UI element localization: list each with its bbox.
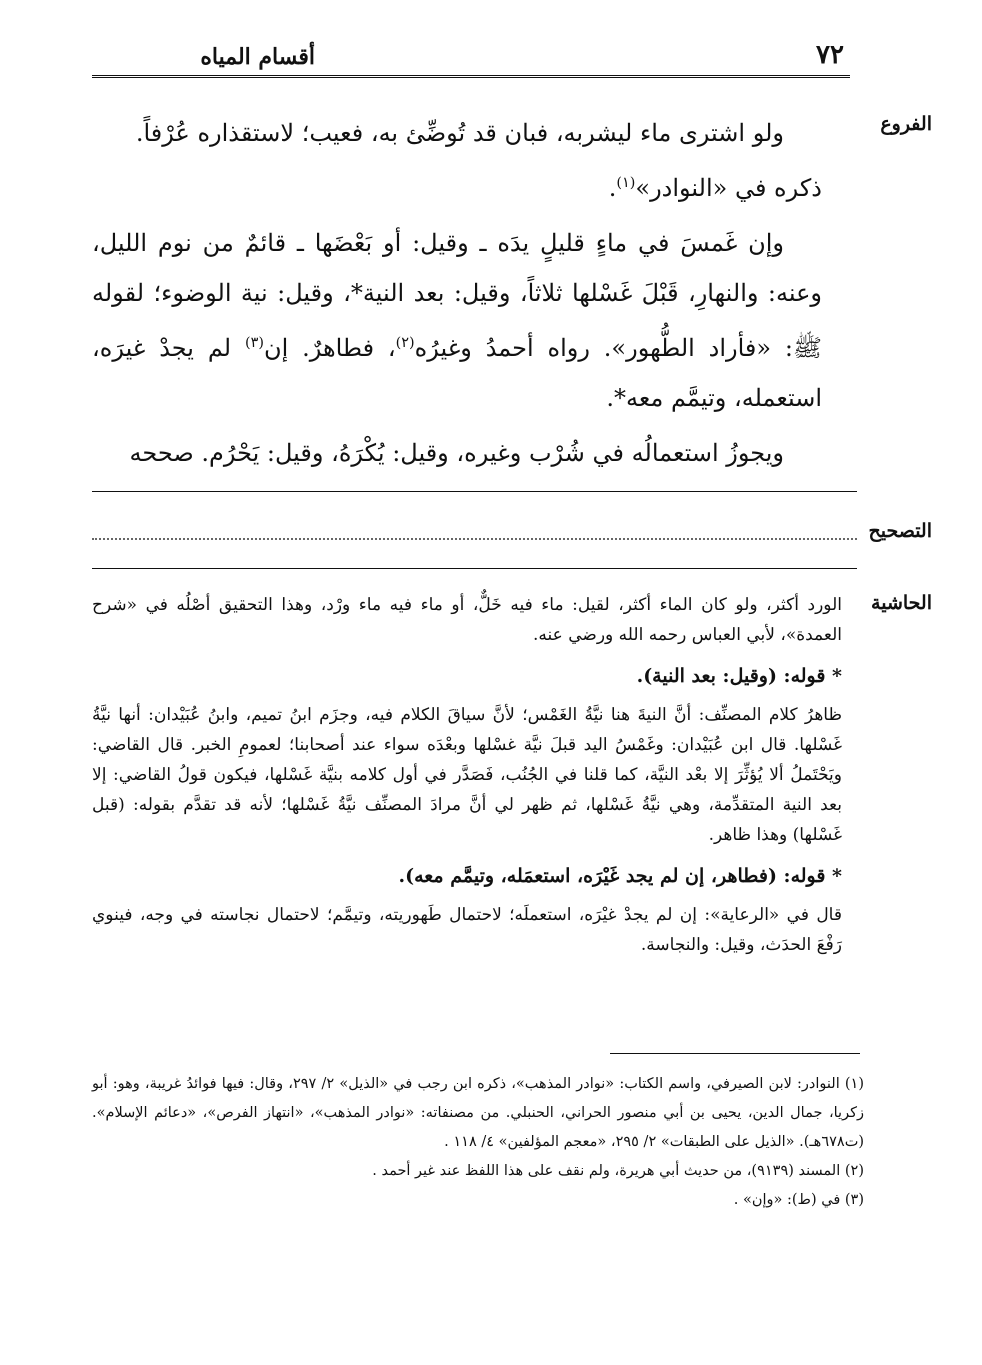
- hashiya-qawl-1: * قوله: (وقيل: بعد النية).: [636, 665, 842, 687]
- main-p1-line2: ذكره في «النوادر»: [635, 174, 822, 202]
- hashiya-intro: الورد أكثر، ولو كان الماء أكثر، لقيل: ماء فيه خَلٌّ، أو ماء فيه ماء ورْد، وهذا التحقيق أصْلُه في «شرح العمدة»، لأبي العباس رحمه الله ورضي عنه.: [92, 595, 842, 645]
- hashiya-paragraph-2: قال في «الرعاية»: إن لم يجدْ غيْرَه، استعملَه؛ لاحتمال طَهوريته، وتيمَّم؛ لاحتمال نجاسته في وجه، فينوي رَفْعَ الحدَث، وقيل: والنجاسة.: [92, 905, 842, 955]
- footnote-3: (٣) في (ط): «وإن» .: [733, 1192, 864, 1208]
- footnote-ref-3: (٣): [244, 335, 264, 351]
- footnote-1: (١) النوادر: لابن الصيرفي، واسم الكتاب: «نوادر المذهب»، ذكره ابن رجب في «الذيل» ٢/ ٢٩٧، وقال: فيها فوائدُ غريبة، وهو: أبو زكريا، جمال الدين، يحيى بن أبي منصور الحراني، الحنبلي. من مصنفاته: «نوادر المذهب»، «انتهاز الفرص»، «دعائم الإسلام». (ت٦٧٨هـ). «الذيل على الطبقات» ٢/ ٢٩٥، «معجم المؤلفين» ٤/ ١١٨ .: [92, 1076, 865, 1150]
- label-tashih: التصحيح: [868, 520, 932, 542]
- main-p2-a: وإن غَمسَ في ماءٍ قليلٍ يدَه ـ وقيل: أو بَعْضَها ـ قائمٌ من نوم الليل، وعنه: والنهارِ، قَبْلَ غَسْلها ثلاثاً، وقيل: بعد النية*، وقيل: نية الوضوء؛ لقوله ﷺ: «فأراد الطُّهور». رواه أحمدُ وغيرُه: [92, 229, 823, 362]
- main-p1-end: .: [608, 174, 617, 202]
- separator-top: [92, 491, 857, 492]
- main-paragraph-3: ويجوزُ استعمالُه في شُرْب وغيره، وقيل: يُكْرَهُ، وقيل: يَحْرُم. صححه: [129, 439, 784, 467]
- main-p1-line1: ولو اشترى ماء ليشربه، فبان قد تُوضِّئ به، فعيب؛ لاستقذاره عُرْفاً.: [135, 119, 784, 147]
- footnote-ref-2: (٢): [395, 335, 415, 351]
- main-text: [92, 108, 822, 478]
- main-p2-c: لم يجدْ غيرَه، استعمله، وتيمَّم معه*.: [92, 334, 822, 412]
- hashiya-paragraph-1: ظاهرُ كلام المصنِّف: أنَّ النيةَ هنا نيَّةُ الغَمْس؛ لأنَّ سياقَ الكلام فيه، وجزَم ابنُ تميم، وابنُ عُبَيْدان: أنها نيَّةُ غَسْلها. قال ابن عُبَيْدان: وغَمْسُ اليد قبلَ نيَّة غسْلها وبعْدَه سواء عند أصحابنا؛ لعمومِ الخبر. قال القاضي: ويَحْتَملُ ألا يُؤثِّرَ إلا بعْد النيَّة، كما قلنا في الجُنُب، فَصَدَّر في أول كلامه بنيَّة غَسْلها، فيكون قولُ القاضي: إلا بعد النية المتقدِّمة، وهي نيَّةُ غَسْلها، ثم ظهر لي أنَّ مرادَ المصنِّف نيَّةُ غَسْلها؛ لأنه قد تقدَّم بقوله: (قبل غَسْلها) وهذا ظاهر.: [92, 705, 842, 845]
- footnote-2: (٢) المسند (٩١٣٩)، من حديث أبي هريرة، ولم نقف على هذا اللفظ عند غير أحمد .: [372, 1163, 864, 1179]
- footnote-rule: [610, 1053, 860, 1054]
- footnote-ref-1: (١): [616, 175, 636, 191]
- page-number: ٧٢: [816, 40, 844, 70]
- footnotes: [92, 1070, 864, 1215]
- header-rule: [92, 75, 850, 78]
- running-title: أقسام المياه: [200, 44, 315, 70]
- separator-bottom: [92, 568, 857, 569]
- tashih-dotted-line: [92, 538, 857, 540]
- hashiya-qawl-2: * قوله: (فطاهر، إن لم يجد غَيْرَه، استعمَله، وتيمَّم معه).: [398, 865, 842, 887]
- main-p2-b: ، فطاهرٌ. إن: [263, 334, 396, 362]
- label-furu: الفروع: [880, 113, 932, 135]
- main-paragraph-1: [92, 108, 822, 213]
- label-hashiya: الحاشية: [871, 592, 932, 614]
- hashiya-section: [92, 590, 842, 960]
- main-paragraph-2: [92, 218, 822, 423]
